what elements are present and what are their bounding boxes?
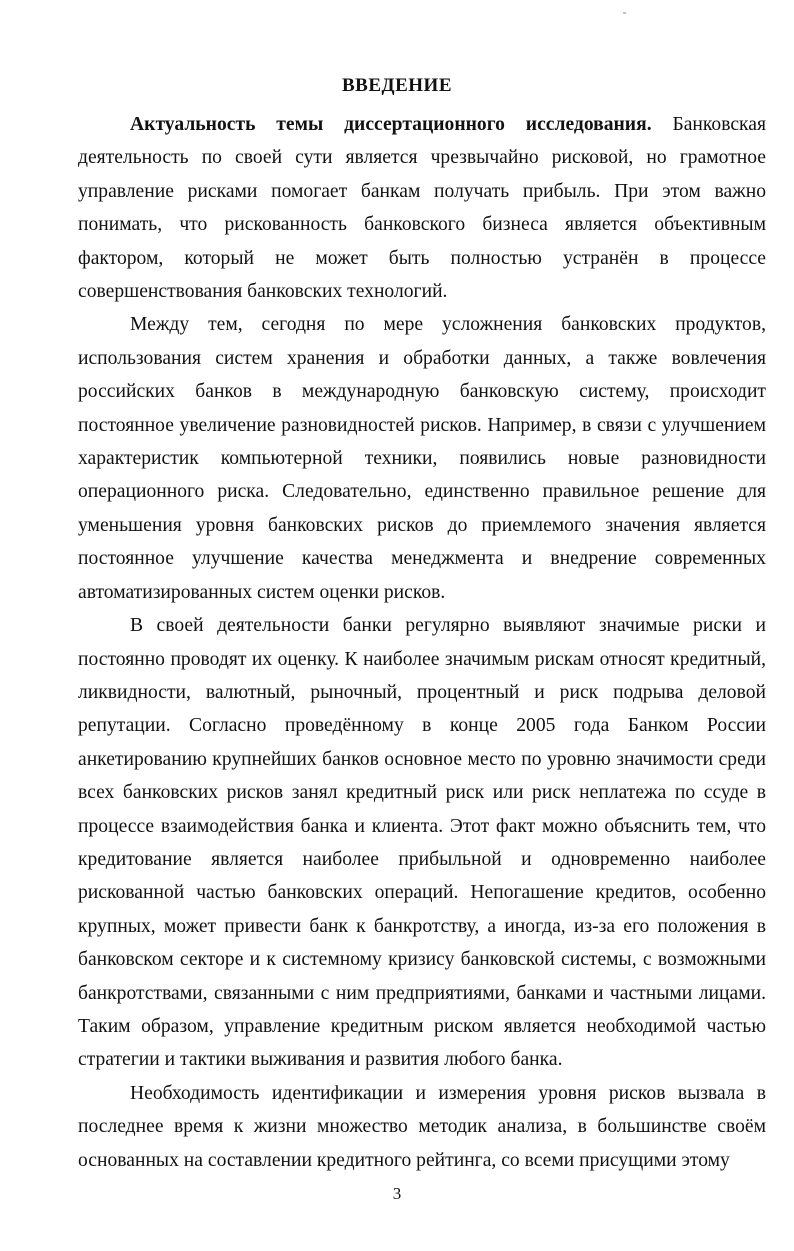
page-title: ВВЕДЕНИЕ [342, 75, 452, 96]
paragraph-risk-types: Между тем, сегодня по мере усложнения банковских продуктов, использования систем хранения и обработки данных, а также вовлечения российских банков в международную банковскую систему, происходит постоянное увеличение разновидностей рисков. Например, в связи с улучшением характеристик компьютерной техники, появились новые разновидности операционного риска. Следовательно, единственно правильное решение для уменьшения уровня банковских рисков до приемлемого значения является постоянное улучшение качества менеджмента и внедрение современных автоматизированных систем оценки рисков. [78, 314, 766, 603]
paragraph-credit-risk: В своей деятельности банки регулярно выявляют значимые риски и постоянно проводят их оценку. К наиболее значимым рискам относят кредитный, ликвидности, валютный, рыночный, процентный и риск подрыва деловой репутации. Согласно проведённому в конце 2005 года Банком России анкетированию крупнейших банков основное место по уровню значимости среди всех банковских рисков занял кредитный риск или риск неплатежа по ссуде в процессе взаимодействия банка и клиента. Этот факт можно объяснить тем, что кредитование является наиболее прибыльной и одновременно наиболее рискованной частью банковских операций. Непогашение кредитов, особенно крупных, может привести банк к банкротству, а иногда, из-за его положения в банковском секторе и к системному кризису банковской системы, с возможными банкротствами, связанными с ним предприятиями, банками и частными лицами. Таким образом, управление кредитным риском является необходимой частью стратегии и тактики выживания и развития любого банка. [78, 615, 766, 1071]
paragraph-relevance-text: Банковская деятельность по своей сути является чрезвычайно рисковой, но грамотное управление рисками помогает банкам получать прибыль. При этом важно понимать, что рискованность банковского бизнеса является объективным фактором, который не может быть полностью устранён в процессе совершенствования банковских технологий. [78, 114, 766, 303]
paragraph-methods: Необходимость идентификации и измерения уровня рисков вызвала в последнее время к жизни множество методик анализа, в большинстве своём основанных на составлении кредитного рейтинга, со всеми присущими этому [78, 1082, 766, 1171]
scan-dot [623, 12, 626, 14]
page-number: 3 [392, 1184, 402, 1203]
body-text [78, 108, 766, 1177]
paragraph-relevance [78, 108, 766, 308]
paragraph-lead-heading: Актуальность темы диссертационного исследования. [130, 114, 652, 135]
